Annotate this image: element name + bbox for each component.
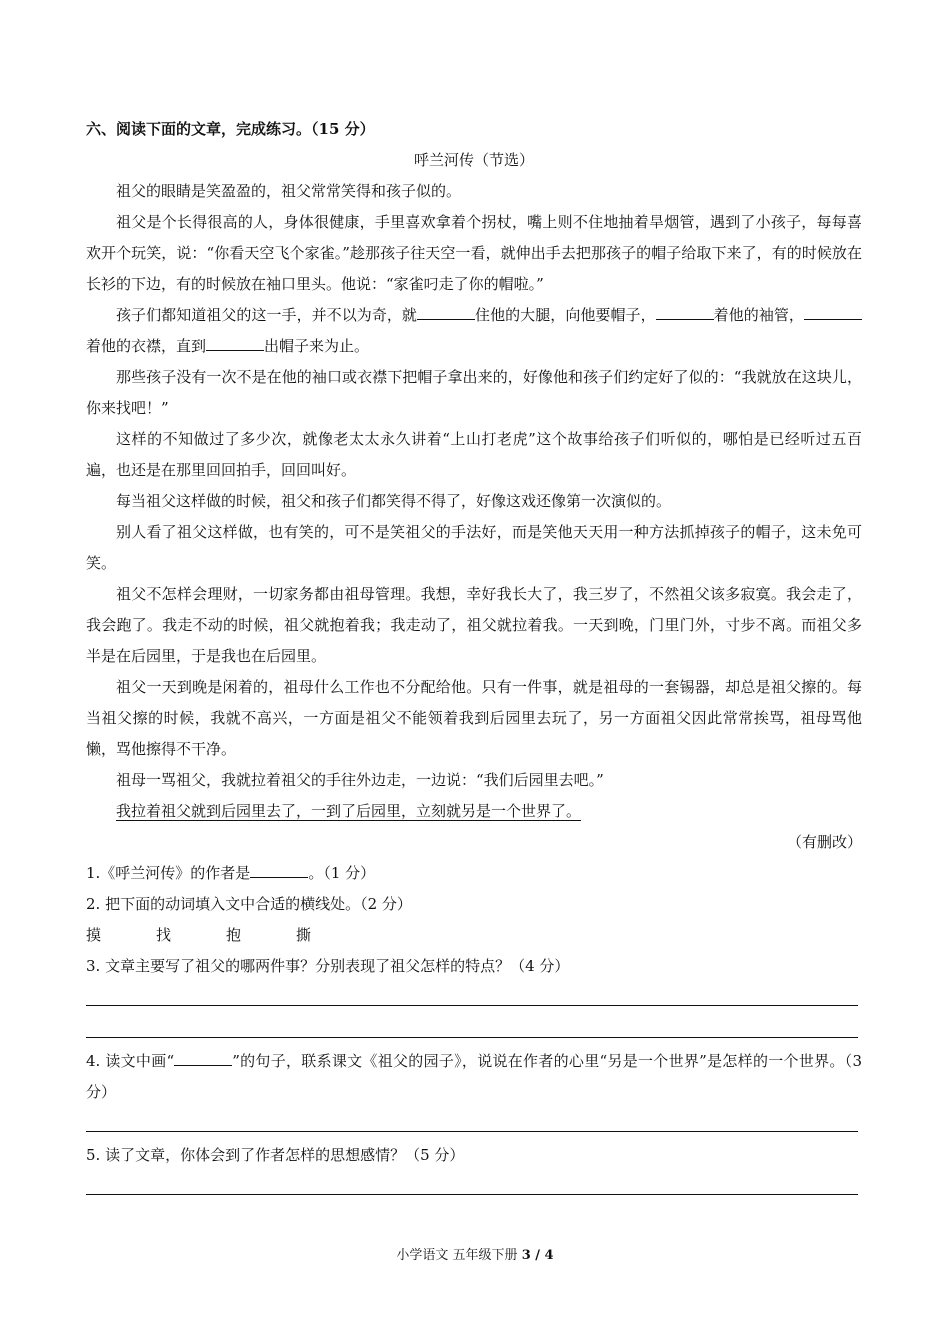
verb-item: 找 bbox=[156, 926, 172, 944]
passage-paragraph-6: 每当祖父这样做的时候，祖父和孩子们都笑得不得了，好像这戏还像第一次演似的。 bbox=[116, 492, 672, 510]
passage-paragraph-4: 那些孩子没有一次不是在他的袖口或衣襟下把帽子拿出来的，好像他和孩子们约定好了似的：“我就放在这块儿，你来找吧！” bbox=[86, 368, 862, 417]
exam-page bbox=[86, 114, 862, 1203]
passage-paragraph-5: 这样的不知做过了多少次，就像老太太永久讲着“上山打老虎”这个故事给孩子们听似的，哪怕是已经听过五百遍，也还是在那里回回拍手，回回叫好。 bbox=[86, 430, 862, 479]
p3-text-b: 住他的大腿，向他要帽子， bbox=[474, 306, 656, 324]
q4-answer-line[interactable] bbox=[86, 1108, 858, 1132]
question-1 bbox=[86, 858, 862, 889]
q4-text-a: 4. 读文中画“ bbox=[86, 1052, 175, 1070]
q4-blank bbox=[174, 1050, 232, 1066]
page-footer bbox=[0, 1244, 950, 1263]
p3-text-d: 着他的衣襟，直到 bbox=[86, 337, 207, 355]
footer-label: 小学语文 五年级下册 bbox=[396, 1248, 522, 1263]
verb-item: 撕 bbox=[296, 926, 312, 944]
q1-text-a: 1.《呼兰河传》的作者是 bbox=[86, 864, 251, 882]
passage-paragraph-7: 别人看了祖父这样做，也有笑的，可不是笑祖父的手法好，而是笑他天天用一种方法抓掉孩子的帽子，这未免可笑。 bbox=[86, 523, 862, 572]
p3-text-e: 出帽子来为止。 bbox=[264, 337, 370, 355]
fill-blank-1[interactable] bbox=[417, 304, 475, 320]
passage-paragraph-9: 祖父一天到晚是闲着的，祖母什么工作也不分配给他。只有一件事，就是祖母的一套锡器，却总是祖父擦的。每当祖父擦的时候，我就不高兴，一方面是祖父不能领着我到后园里去玩了，另一方面祖父因此常常挨骂，祖母骂他懒，骂他擦得不干净。 bbox=[86, 678, 862, 758]
passage-title: 呼兰河传（节选） bbox=[413, 151, 534, 169]
fill-blank-2[interactable] bbox=[656, 304, 714, 320]
verb-item: 摸 bbox=[86, 926, 102, 944]
question-3: 3. 文章主要写了祖父的哪两件事？分别表现了祖父怎样的特点？（4 分） bbox=[86, 957, 570, 975]
passage-paragraph-2: 祖父是个长得很高的人，身体很健康，手里喜欢拿着个拐杖，嘴上则不住地抽着旱烟管，遇到了小孩子，每每喜欢开个玩笑，说：“你看天空飞个家雀。”趁那孩子往天空一看，就伸出手去把那孩子的帽子给取下来了，有的时候放在长衫的下边，有的时候放在袖口里头。他说：“家雀叼走了你的帽啦。” bbox=[86, 213, 862, 293]
passage-paragraph-8: 祖父不怎样会理财，一切家务都由祖母管理。我想，幸好我长大了，我三岁了，不然祖父该多寂寞。我会走了，我会跑了。我走不动的时候，祖父就抱着我；我走动了，祖父就拉着我。一天到晚，门里门外，寸步不离。而祖父多半是在后园里，于是我也在后园里。 bbox=[86, 585, 862, 665]
q5-answer-line[interactable] bbox=[86, 1171, 858, 1195]
q3-answer-line[interactable] bbox=[86, 982, 858, 1006]
fill-blank-4[interactable] bbox=[206, 335, 264, 351]
section-heading: 六、阅读下面的文章，完成练习。（15 分） bbox=[86, 120, 375, 138]
passage-paragraph-10: 祖母一骂祖父，我就拉着祖父的手往外边走，一边说：“我们后园里去吧。” bbox=[116, 771, 604, 789]
passage-paragraph-3 bbox=[86, 300, 862, 362]
q1-answer-blank[interactable] bbox=[250, 862, 308, 878]
p3-text-a: 孩子们都知道祖父的这一手，并不以为奇，就 bbox=[116, 306, 417, 324]
fill-blank-3[interactable] bbox=[804, 304, 862, 320]
q4-text-b: ”的句子，联系课文《祖父的园子》，说说在作者的心里“另是一个世界”是怎样的一个世界。（3 分） bbox=[86, 1052, 863, 1101]
q1-text-b: 。（1 分） bbox=[308, 864, 376, 882]
verb-list bbox=[86, 920, 862, 951]
page-number: 3 / 4 bbox=[521, 1248, 554, 1263]
verb-item: 抱 bbox=[226, 926, 242, 944]
question-4 bbox=[86, 1046, 862, 1108]
edit-note: （有删改） bbox=[786, 833, 862, 851]
question-2: 2. 把下面的动词填入文中合适的横线处。（2 分） bbox=[86, 895, 412, 913]
underlined-sentence: 我拉着祖父就到后园里去了，一到了后园里，立刻就另是一个世界了。 bbox=[116, 802, 582, 820]
passage-paragraph-1: 祖父的眼睛是笑盈盈的，祖父常常笑得和孩子似的。 bbox=[116, 182, 462, 200]
passage-paragraph-11 bbox=[86, 796, 862, 827]
p3-text-c: 着他的袖管， bbox=[713, 306, 804, 324]
question-5: 5. 读了文章，你体会到了作者怎样的思想感情？（5 分） bbox=[86, 1146, 465, 1164]
q3-answer-line[interactable] bbox=[86, 1014, 858, 1038]
